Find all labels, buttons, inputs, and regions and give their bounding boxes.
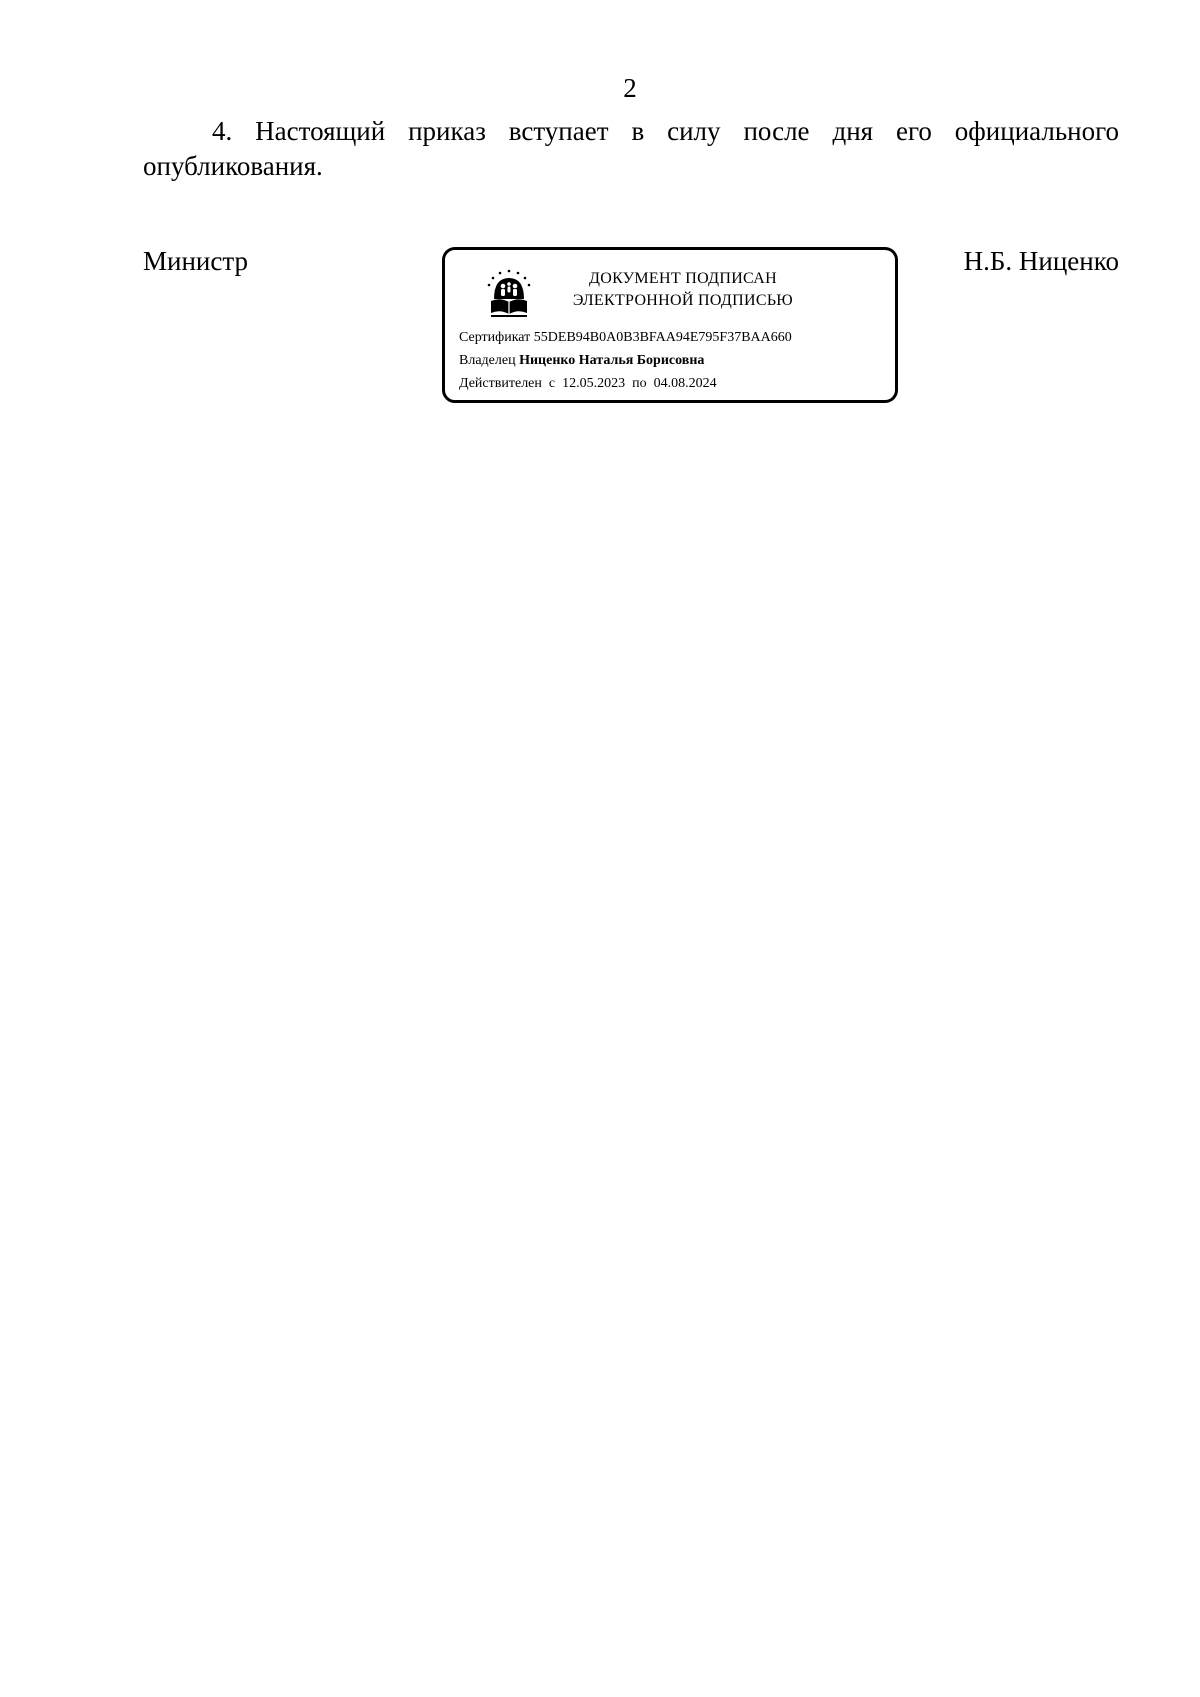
- coat-of-arms-icon: [485, 268, 533, 320]
- valid-label: Действителен: [459, 376, 542, 391]
- valid-from-label: с: [548, 376, 556, 391]
- stamp-heading: [553, 268, 813, 312]
- certificate-value: 55DEB94B0A0B3BFAA94E795F37BAA660: [533, 330, 792, 345]
- signer-name: Н.Б. Ниценко: [963, 246, 1119, 276]
- body-paragraph: 4. Настоящий приказ вступает в силу после дня его официального опубликования.: [143, 116, 1119, 181]
- stamp-validity-line: [459, 375, 717, 393]
- valid-to-date: 04.08.2024: [653, 376, 717, 391]
- valid-to-label: по: [632, 376, 647, 391]
- page-number: 2: [623, 73, 637, 103]
- stamp-heading-line2: ЭЛЕКТРОННОЙ ПОДПИСЬЮ: [572, 292, 794, 309]
- valid-from-date: 12.05.2023: [562, 376, 626, 391]
- electronic-signature-stamp: [442, 247, 898, 403]
- owner-label: Владелец: [459, 353, 516, 368]
- owner-value: Ниценко Наталья Борисовна: [519, 353, 705, 368]
- stamp-heading-line1: ДОКУМЕНТ ПОДПИСАН: [589, 270, 777, 287]
- signer-title: Министр: [143, 246, 248, 276]
- stamp-owner-line: [459, 352, 704, 370]
- stamp-certificate-line: [459, 329, 792, 347]
- certificate-label: Сертификат: [459, 330, 531, 345]
